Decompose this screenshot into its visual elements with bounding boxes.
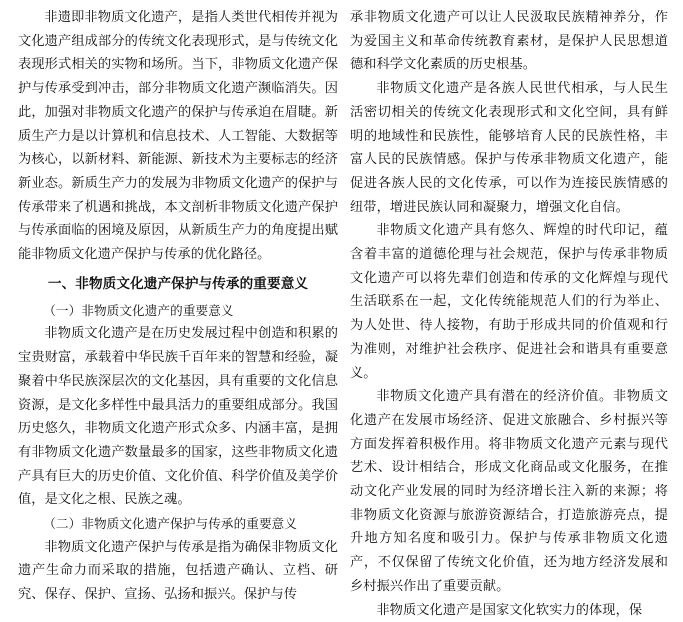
continuation-paragraph: 承非物质文化遗产可以让人民汲取民族精神养分，作为爱国主义和革命传统教育素材，是保护人民思想道德和科学文化素质的历史根基。 — [350, 10, 668, 73]
subheading-importance-of-protection: （二）非物质文化遗产保护与传承的重要意义 — [43, 516, 298, 532]
body-paragraph: 非物质文化遗产具有潜在的经济价值。非物质文化遗产在发展市场经济、促进文旅融合、乡村振兴等方面发挥着积极作用。将非物质文化遗产元素与现代艺术、设计相结合，形成文化商品或文化服务，在推动文化产业发展的同时为经济增长注入新的来源；将非物质文化资源与旅游资源结合，打造旅游亮点，提升地方知名度和吸引力。保护与传承非物质文化遗产，不仅保留了传统文化价值，还为地方经济发展和乡村振兴作出了重要贡献。 — [350, 389, 668, 594]
body-paragraph: 非物质文化遗产保护与传承是指为确保非物质文化遗产生命力而采取的措施，包括遗产确认、立档、研究、保存、保护、宣扬、弘扬和振兴。保护与传 — [18, 539, 338, 603]
body-paragraph: 非物质文化遗产是各族人民世代相承，与人民生活密切相关的传统文化表现形式和文化空间，具有鲜明的地域性和民族性，能够培育人民的民族性格，丰富人民的民族情感。保护与传承非物质文化遗产，能促进各族人民的文化传承，可以作为连接民族情感的纽带，增进民族认同和凝聚力，增强文化自信。 — [350, 81, 668, 215]
section-heading: 一、非物质文化遗产保护与传承的重要意义 — [47, 275, 309, 292]
subheading-importance-of-ich: （一）非物质文化遗产的重要意义 — [43, 302, 234, 318]
right-column — [350, 6, 668, 622]
body-paragraph: 非物质文化遗产具有悠久、辉煌的时代印记，蕴含着丰富的道德伦理与社会规范，保护与传承非物质文化遗产可以将先辈们创造和传承的文化辉煌与现代生活联系在一起，文化传统能规范人们的行为举止、为人处世、待人接物，有助于形成共同的价值观和行为准则，对维护社会秩序、促进社会和谐具有重要意义。 — [350, 223, 668, 381]
body-paragraph: 非物质文化遗产是国家文化软实力的体现，保 — [376, 602, 643, 618]
body-paragraph: 非物质文化遗产是在历史发展过程中创造和积累的宝贵财富，承载着中华民族千百年来的智慧和经验，凝聚着中华民族深层次的文化基因，具有重要的文化信息资源，是文化多样性中最具活力的重要组成部分。我国历史悠久，非物质文化遗产形式众多、内涵丰富，是拥有非物质文化遗产数量最多的国家，这些非物质文化遗产具有巨大的历史价值、文化价值、科学价值及美学价值，是文化之根、民族之魂。 — [18, 326, 338, 508]
intro-paragraph: 非遗即非物质文化遗产，是指人类世代相传并视为文化遗产组成部分的传统文化表现形式，是与传统文化表现形式相关的实物和场所。当下，非物质文化遗产保护与传承受到冲击，部分非物质文化遗产濒临消失。因此，加强对非物质文化遗产的保护与传承迫在眉睫。新质生产力是以计算机和信息技术、人工智能、大数据等为核心，以新材料、新能源、新技术为主要标志的经济新业态。新质生产力的发展为非物质文化遗产的保护与传承带来了机遇和挑战，本文剖析非物质文化遗产保护与传承面临的困境及原因，从新质生产力的角度提出赋能非物质文化遗产保护与传承的优化路径。 — [18, 10, 338, 263]
left-column — [18, 6, 338, 607]
